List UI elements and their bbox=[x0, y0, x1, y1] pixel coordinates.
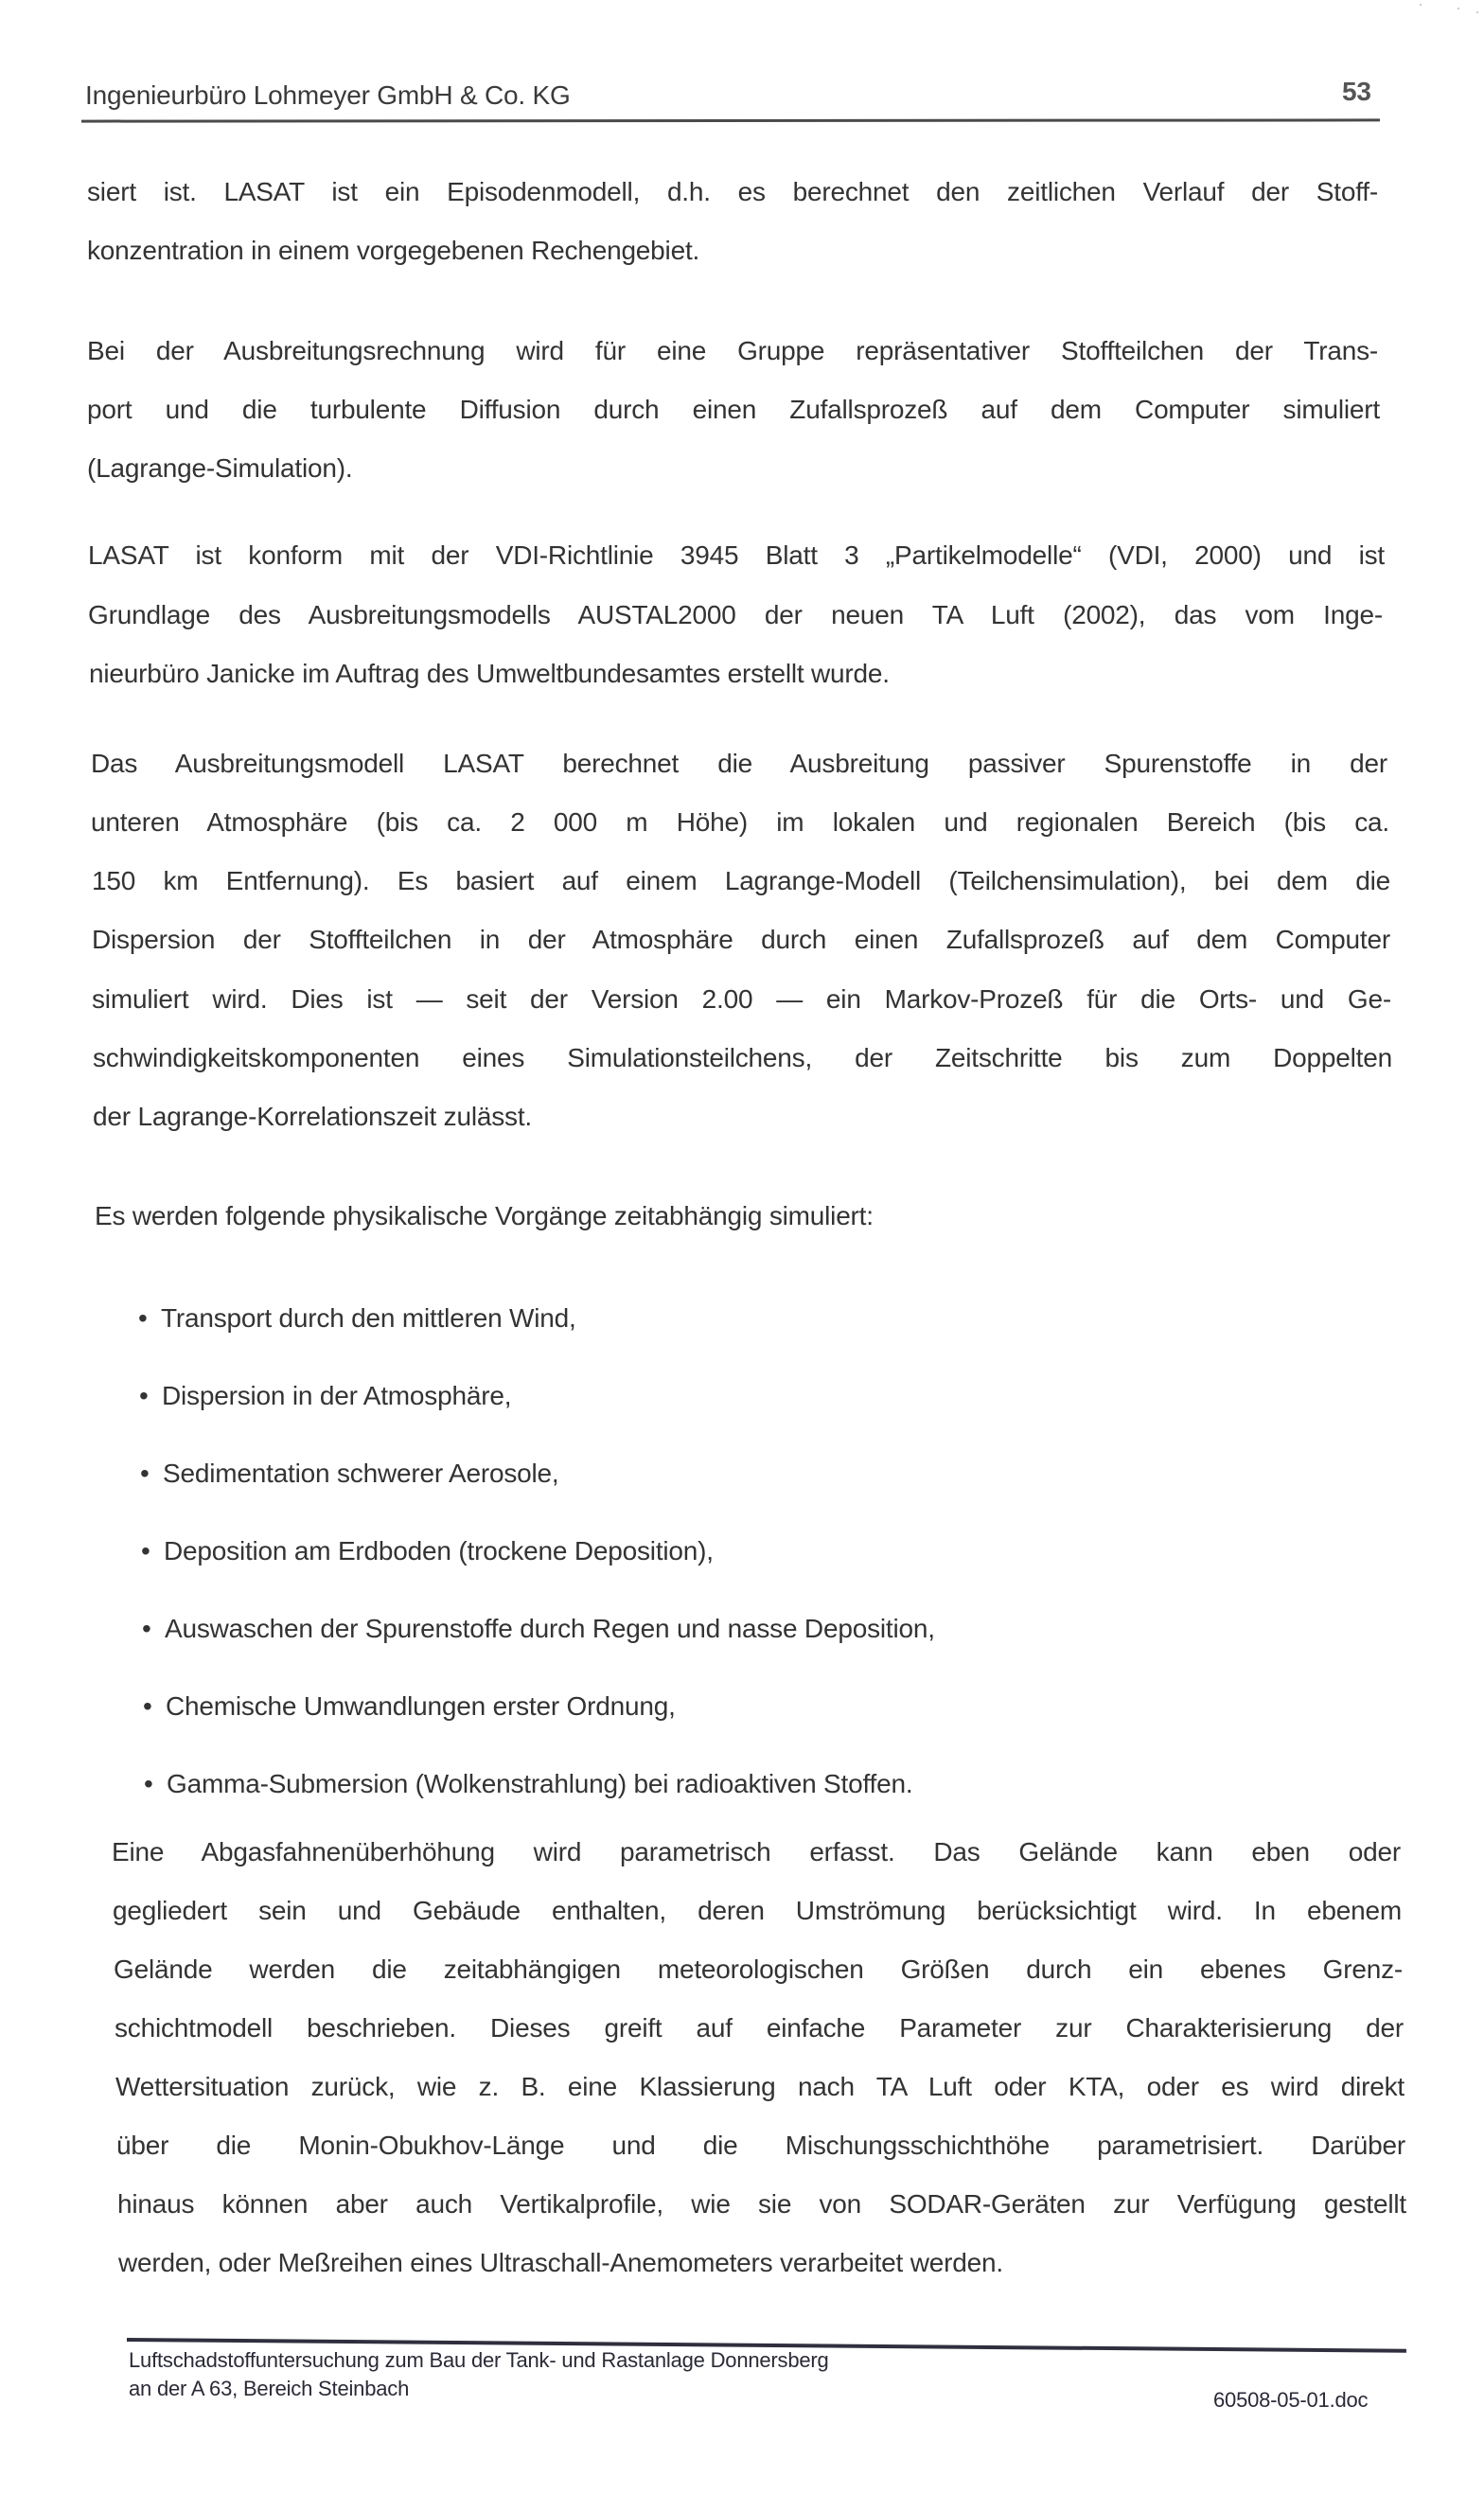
paragraph-2-line-1: Bei der Ausbreitungsrechnung wird für eine Gruppe repräsentativer Stoffteilchen der Trans- bbox=[87, 336, 1378, 365]
list-item-text: Gamma-Submersion (Wolkenstrahlung) bei radioaktiven Stoffen. bbox=[167, 1769, 913, 1798]
paragraph-1-line-1: siert ist. LASAT ist ein Episodenmodell, d.h. es berechnet den zeitlichen Verlauf der Stoff- bbox=[87, 177, 1378, 206]
paragraph-3-line-2: Grundlage des Ausbreitungsmodells AUSTAL2000 der neuen TA Luft (2002), das vom Inge- bbox=[88, 600, 1383, 629]
scan-speck bbox=[1476, 11, 1478, 13]
bullet-icon: • bbox=[139, 1381, 149, 1410]
footer-project-title: Luftschadstoffuntersuchung zum Bau der Tank- und Rastanlage Donnersberg bbox=[129, 2348, 829, 2372]
paragraph-5-line-6: über die Monin-Obukhov-Länge und die Mischungsschichthöhe parametrisiert. Darüber bbox=[116, 2131, 1405, 2160]
bullet-icon: • bbox=[142, 1614, 151, 1643]
bullet-icon: • bbox=[140, 1459, 150, 1488]
bullet-icon: • bbox=[144, 1769, 153, 1798]
paragraph-5-line-7: hinaus können aber auch Vertikalprofile, wie sie von SODAR-Geräten zur Verfügung gestellt bbox=[117, 2189, 1406, 2219]
paragraph-1-line-2: konzentration in einem vorgegebenen Rechengebiet. bbox=[87, 236, 700, 265]
paragraph-4-line-7: der Lagrange-Korrelationszeit zulässt. bbox=[93, 1102, 532, 1131]
scan-speck bbox=[1458, 8, 1459, 9]
paragraph-5-line-8: werden, oder Meßreihen eines Ultraschall-Anemometers verarbeitet werden. bbox=[118, 2248, 1003, 2277]
paragraph-5-line-1: Eine Abgasfahnenüberhöhung wird parametrisch erfasst. Das Gelände kann eben oder bbox=[112, 1837, 1401, 1866]
bullet-icon: • bbox=[143, 1691, 152, 1721]
bullet-icon: • bbox=[141, 1536, 150, 1565]
page-number: 53 bbox=[1342, 77, 1371, 106]
footer-project-location: an der A 63, Bereich Steinbach bbox=[129, 2377, 410, 2400]
footer-document-id: 60508-05-01.doc bbox=[1213, 2388, 1369, 2412]
header-company: Ingenieurbüro Lohmeyer GmbH & Co. KG bbox=[85, 80, 571, 110]
list-item-text: Chemische Umwandlungen erster Ordnung, bbox=[166, 1691, 676, 1721]
paragraph-4-line-6: schwindigkeitskomponenten eines Simulationsteilchens, der Zeitschritte bis zum Doppelten bbox=[93, 1043, 1392, 1072]
list-item-text: Sedimentation schwerer Aerosole, bbox=[163, 1459, 559, 1488]
paragraph-4-line-5: simuliert wird. Dies ist — seit der Version 2.00 — ein Markov-Prozeß für die Orts- und Ge- bbox=[92, 984, 1391, 1014]
paragraph-4-line-4: Dispersion der Stoffteilchen in der Atmosphäre durch einen Zufallsprozeß auf dem Computer bbox=[92, 925, 1390, 954]
paragraph-5-line-4: schichtmodell beschrieben. Dieses greift auf einfache Parameter zur Charakterisierung der bbox=[115, 2013, 1404, 2043]
list-intro: Es werden folgende physikalische Vorgänge zeitabhängig simuliert: bbox=[95, 1201, 874, 1230]
scan-speck bbox=[1420, 4, 1422, 6]
paragraph-5-line-5: Wettersituation zurück, wie z. B. eine Klassierung nach TA Luft oder KTA, oder es wird direkt bbox=[115, 2072, 1404, 2101]
paragraph-5-line-2: gegliedert sein und Gebäude enthalten, deren Umströmung berücksichtigt wird. In ebenem bbox=[113, 1896, 1402, 1925]
paragraph-2-line-2: port und die turbulente Diffusion durch einen Zufallsprozeß auf dem Computer simuliert bbox=[87, 395, 1380, 424]
list-item-text: Deposition am Erdboden (trockene Deposition), bbox=[164, 1536, 714, 1565]
bullet-icon: • bbox=[138, 1303, 148, 1333]
paragraph-3-line-3: nieurbüro Janicke im Auftrag des Umweltbundesamtes erstellt wurde. bbox=[89, 659, 890, 688]
paragraph-4-line-2: unteren Atmosphäre (bis ca. 2 000 m Höhe) im lokalen und regionalen Bereich (bis ca. bbox=[91, 807, 1389, 837]
paragraph-2-line-3: (Lagrange-Simulation). bbox=[87, 453, 353, 483]
paragraph-4-line-3: 150 km Entfernung). Es basiert auf einem Lagrange-Modell (Teilchensimulation), bei dem die bbox=[92, 866, 1390, 895]
list-item-text: Auswaschen der Spurenstoffe durch Regen und nasse Deposition, bbox=[165, 1614, 935, 1643]
list-item-text: Transport durch den mittleren Wind, bbox=[161, 1303, 576, 1333]
paragraph-5-line-3: Gelände werden die zeitabhängigen meteorologischen Größen durch ein ebenes Grenz- bbox=[114, 1955, 1403, 1984]
header-rule bbox=[81, 118, 1380, 122]
paragraph-4-line-1: Das Ausbreitungsmodell LASAT berechnet die Ausbreitung passiver Spurenstoffe in der bbox=[91, 749, 1387, 778]
paragraph-3-line-1: LASAT ist konform mit der VDI-Richtlinie 3945 Blatt 3 „Partikelmodelle“ (VDI, 2000) und ist bbox=[88, 540, 1385, 570]
list-item-text: Dispersion in der Atmosphäre, bbox=[162, 1381, 512, 1410]
